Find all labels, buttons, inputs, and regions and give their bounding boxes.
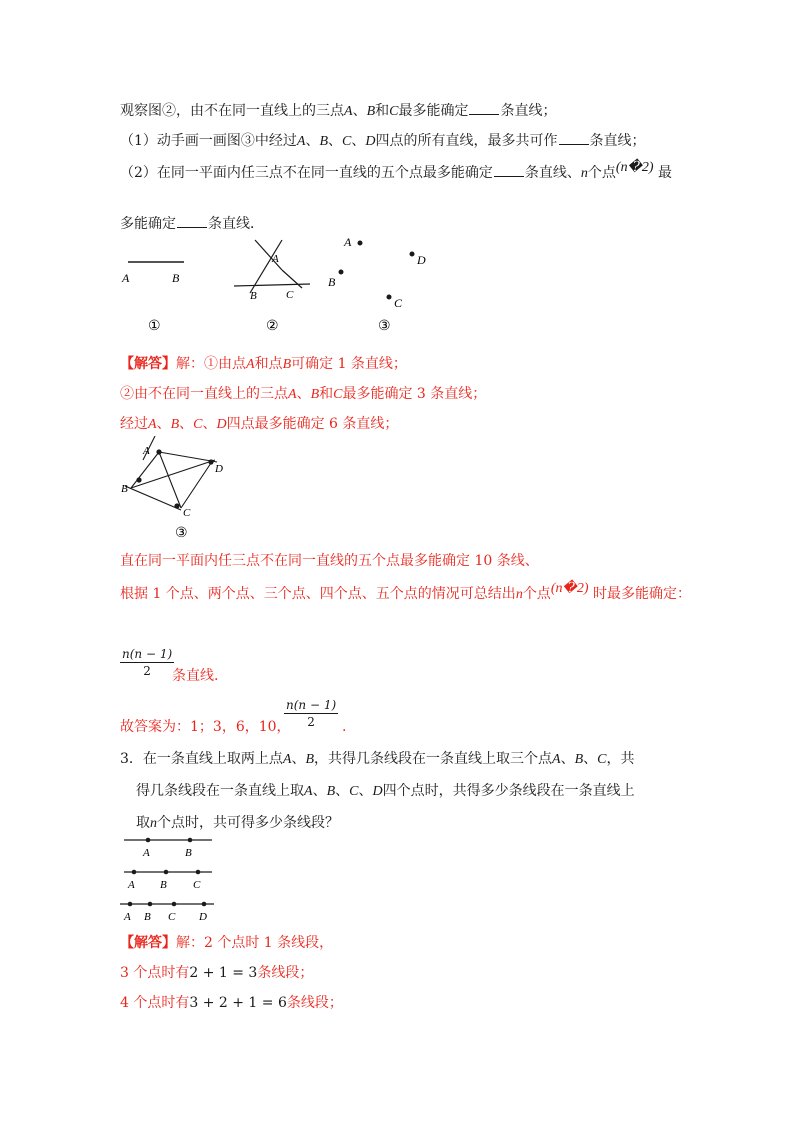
point-label: C [168, 911, 176, 923]
point-label: A [288, 387, 297, 402]
text-segment: 四个点时，共得多少条线段在一条直线上 [382, 783, 635, 799]
figure-1 [121, 262, 184, 334]
text-segment: 条直线． [208, 216, 264, 232]
fraction-denominator: 2 [307, 715, 315, 729]
answer2-final [120, 717, 291, 737]
point-label: B [282, 357, 292, 372]
text-segment: 解：①由点 [176, 356, 246, 372]
point-label: B [305, 752, 315, 767]
point-label: A [304, 784, 313, 799]
text-segment: （1）动手画一画图③中经过 [120, 133, 297, 149]
answer-blank [177, 213, 207, 228]
answer3-line3 [120, 993, 343, 1013]
answer-blank [494, 162, 524, 177]
answer-figure-3 [115, 436, 235, 542]
point-label: A [552, 752, 561, 767]
point [146, 838, 151, 843]
text-segment: 和点 [254, 356, 283, 372]
point-label: C [389, 104, 399, 119]
problem2-q2-cont [120, 213, 264, 234]
point-label: B [170, 417, 180, 432]
point [148, 902, 153, 907]
text-segment: 个点时，共可得多少条线段？ [157, 815, 339, 831]
point-label: B [144, 911, 151, 923]
point-label: B [121, 483, 128, 495]
math-expression: 3 + 2 + 1 = 6 [189, 995, 287, 1011]
text-segment: 、 [305, 133, 320, 149]
point-label: B [366, 104, 376, 119]
answer2-line2 [120, 384, 486, 405]
line [282, 270, 302, 288]
text-segment: ，共得几条线段在一条直线上取三个点 [314, 751, 553, 767]
point-label: B [326, 784, 336, 799]
point-label: D [199, 911, 207, 923]
point [132, 870, 137, 875]
point-label: C [183, 507, 191, 519]
text-segment: 四点的所有直线，最多共可作 [375, 133, 558, 149]
point [358, 241, 363, 246]
text-segment: 、 [296, 386, 311, 402]
point-label: A [122, 271, 130, 285]
text-segment: 、 [312, 783, 327, 799]
text-segment: 解：2 个点时 1 条线段， [176, 935, 334, 951]
figure-label: ② [266, 319, 279, 334]
text-segment: 、 [351, 133, 366, 149]
answer-blank [559, 130, 589, 145]
answer2-line5 [120, 581, 691, 605]
point-label: C [349, 784, 359, 799]
figure-3 [328, 235, 426, 334]
problem2-intro [120, 100, 556, 122]
text-segment: 最多能确定 [398, 103, 469, 119]
row-four-points [120, 902, 214, 923]
point-label: C [193, 879, 201, 891]
text-segment: 故答案为：1；3，6，10， [120, 719, 291, 735]
point-label: D [216, 417, 227, 432]
point [196, 870, 201, 875]
text-segment: 得几条线段在一条直线上取 [136, 783, 304, 799]
point-label: C [286, 289, 294, 301]
answer3-line1 [120, 933, 333, 953]
text-segment: ，共 [606, 751, 635, 767]
point-label: A [143, 445, 150, 457]
problem3-line3 [136, 813, 339, 834]
answer3-line2 [120, 963, 313, 983]
text-segment: 、 [179, 416, 194, 432]
line-AD [159, 452, 217, 462]
answer-tag: 【解答】 [120, 356, 176, 372]
point-label: A [128, 879, 135, 891]
text-segment: 四点最多能确定 6 条直线； [226, 416, 399, 432]
text-segment: 最 [658, 165, 673, 181]
point [202, 902, 207, 907]
point-label: C [342, 134, 352, 149]
text-segment: 、 [583, 751, 598, 767]
point-label: D [215, 463, 223, 475]
problem3-line2 [136, 781, 635, 802]
text-segment: 最多能确定 3 条直线； [342, 386, 487, 402]
math-variable: n [150, 816, 157, 831]
point [164, 870, 169, 875]
point [172, 902, 177, 907]
line-BD [131, 460, 215, 488]
answer2-frac-suffix: 条直线. [172, 668, 219, 684]
point-label: A [282, 752, 292, 767]
point-label: C [394, 296, 403, 310]
point-label: D [372, 784, 383, 799]
text-segment: 根据 1 个点、两个点、三个点、四个点、五个点的情况可总结出 [120, 586, 516, 602]
text-segment: ②由不在同一直线上的三点 [120, 386, 288, 402]
math-variable: n [515, 587, 523, 602]
condition-expr: (n�2) [615, 160, 654, 175]
point-label: B [310, 387, 320, 402]
text-segment: 和 [319, 386, 334, 402]
line-CD [181, 460, 213, 508]
text-segment: 经过 [120, 416, 148, 432]
point-label: B [172, 271, 180, 285]
text-segment: 、 [352, 103, 367, 119]
point-label: A [246, 357, 255, 372]
text-segment: 时最多能确定： [592, 586, 691, 602]
point [339, 270, 344, 275]
text-segment: 、 [156, 416, 171, 432]
answer2-final-end: . [342, 719, 347, 735]
text-segment: 多能确定 [120, 216, 176, 232]
answer2-line4: 直在同一平面内任三点不在同一直线的五个点最多能确定 10 条线、 [120, 553, 539, 569]
fraction-2 [284, 697, 338, 730]
point [174, 503, 179, 508]
row-three-points [124, 870, 212, 891]
point-label: C [597, 752, 607, 767]
point [136, 477, 141, 482]
point-label: B [185, 847, 192, 859]
math-variable: n [580, 166, 588, 181]
line-AB [131, 452, 159, 488]
answer2-line3 [120, 414, 398, 435]
point-label: A [344, 104, 353, 119]
answer2-line1 [120, 354, 407, 375]
fraction-denominator: 2 [143, 664, 151, 678]
text-segment: 取 [136, 815, 150, 831]
text-segment: 、 [358, 783, 373, 799]
fraction-numerator: n(n − 1) [286, 698, 337, 712]
point [188, 838, 193, 843]
point-label: A [124, 911, 131, 923]
text-segment: 条直线； [500, 103, 557, 119]
text-segment: 可确定 1 条直线； [291, 356, 407, 372]
condition-expr: (n�2) [550, 581, 589, 596]
answer-blank [469, 100, 499, 115]
text-segment: 4 个点时有 [120, 995, 190, 1011]
text-segment: 、 [291, 751, 306, 767]
point-label: A [143, 847, 150, 859]
line-BC [125, 486, 181, 510]
figure-label: ③ [175, 526, 188, 541]
text-segment: 3．在一条直线上取两上点 [120, 751, 283, 767]
point-label: B [250, 290, 257, 302]
text-segment: 条线段； [257, 965, 314, 981]
fraction-1 [120, 646, 174, 679]
point-label: A [272, 253, 279, 265]
text-segment: 条直线； [589, 133, 646, 149]
fraction-numerator: n(n − 1) [122, 647, 173, 661]
figure-label: ③ [378, 319, 391, 334]
problem3-line1 [120, 749, 635, 770]
row-two-points [124, 838, 212, 859]
point-label: A [296, 134, 306, 149]
text-segment: 、 [560, 751, 575, 767]
text-segment: 个点 [587, 165, 616, 181]
text-segment: 3 个点时有 [120, 965, 190, 981]
answer-tag: 【解答】 [120, 935, 176, 951]
point-label: B [319, 134, 329, 149]
text-segment: （2）在同一平面内任三点不在同一直线的五个点最多能确定 [120, 165, 493, 181]
text-segment: 和 [375, 103, 390, 119]
figures-row [110, 232, 430, 342]
text-segment: 、 [202, 416, 217, 432]
point [156, 449, 161, 454]
line-AC [159, 452, 181, 508]
problem2-q1 [120, 130, 646, 152]
text-segment: 、 [335, 783, 350, 799]
point-label: B [574, 752, 584, 767]
point-label: A [344, 235, 352, 249]
point-label: B [328, 275, 336, 289]
problem3-figure [118, 832, 228, 928]
point [208, 459, 213, 464]
point [387, 295, 392, 300]
text-segment: 条线段； [286, 995, 343, 1011]
point-label: B [160, 879, 167, 891]
point-label: C [333, 387, 343, 402]
point-label: A [148, 417, 157, 432]
point-label: D [365, 134, 376, 149]
text-segment: 条直线、 [524, 165, 581, 181]
point [128, 902, 133, 907]
figure-label: ① [148, 319, 161, 334]
point-label: D [417, 253, 426, 267]
point-label: C [193, 417, 203, 432]
text-segment: 观察图②，由不在同一直线上的三点 [120, 103, 344, 119]
math-expression: 2 + 1 = 3 [189, 965, 258, 981]
text-segment: 个点 [522, 586, 551, 602]
point [410, 252, 415, 257]
text-segment: 、 [328, 133, 343, 149]
figure-2 [234, 240, 310, 334]
problem2-q2 [120, 162, 672, 184]
